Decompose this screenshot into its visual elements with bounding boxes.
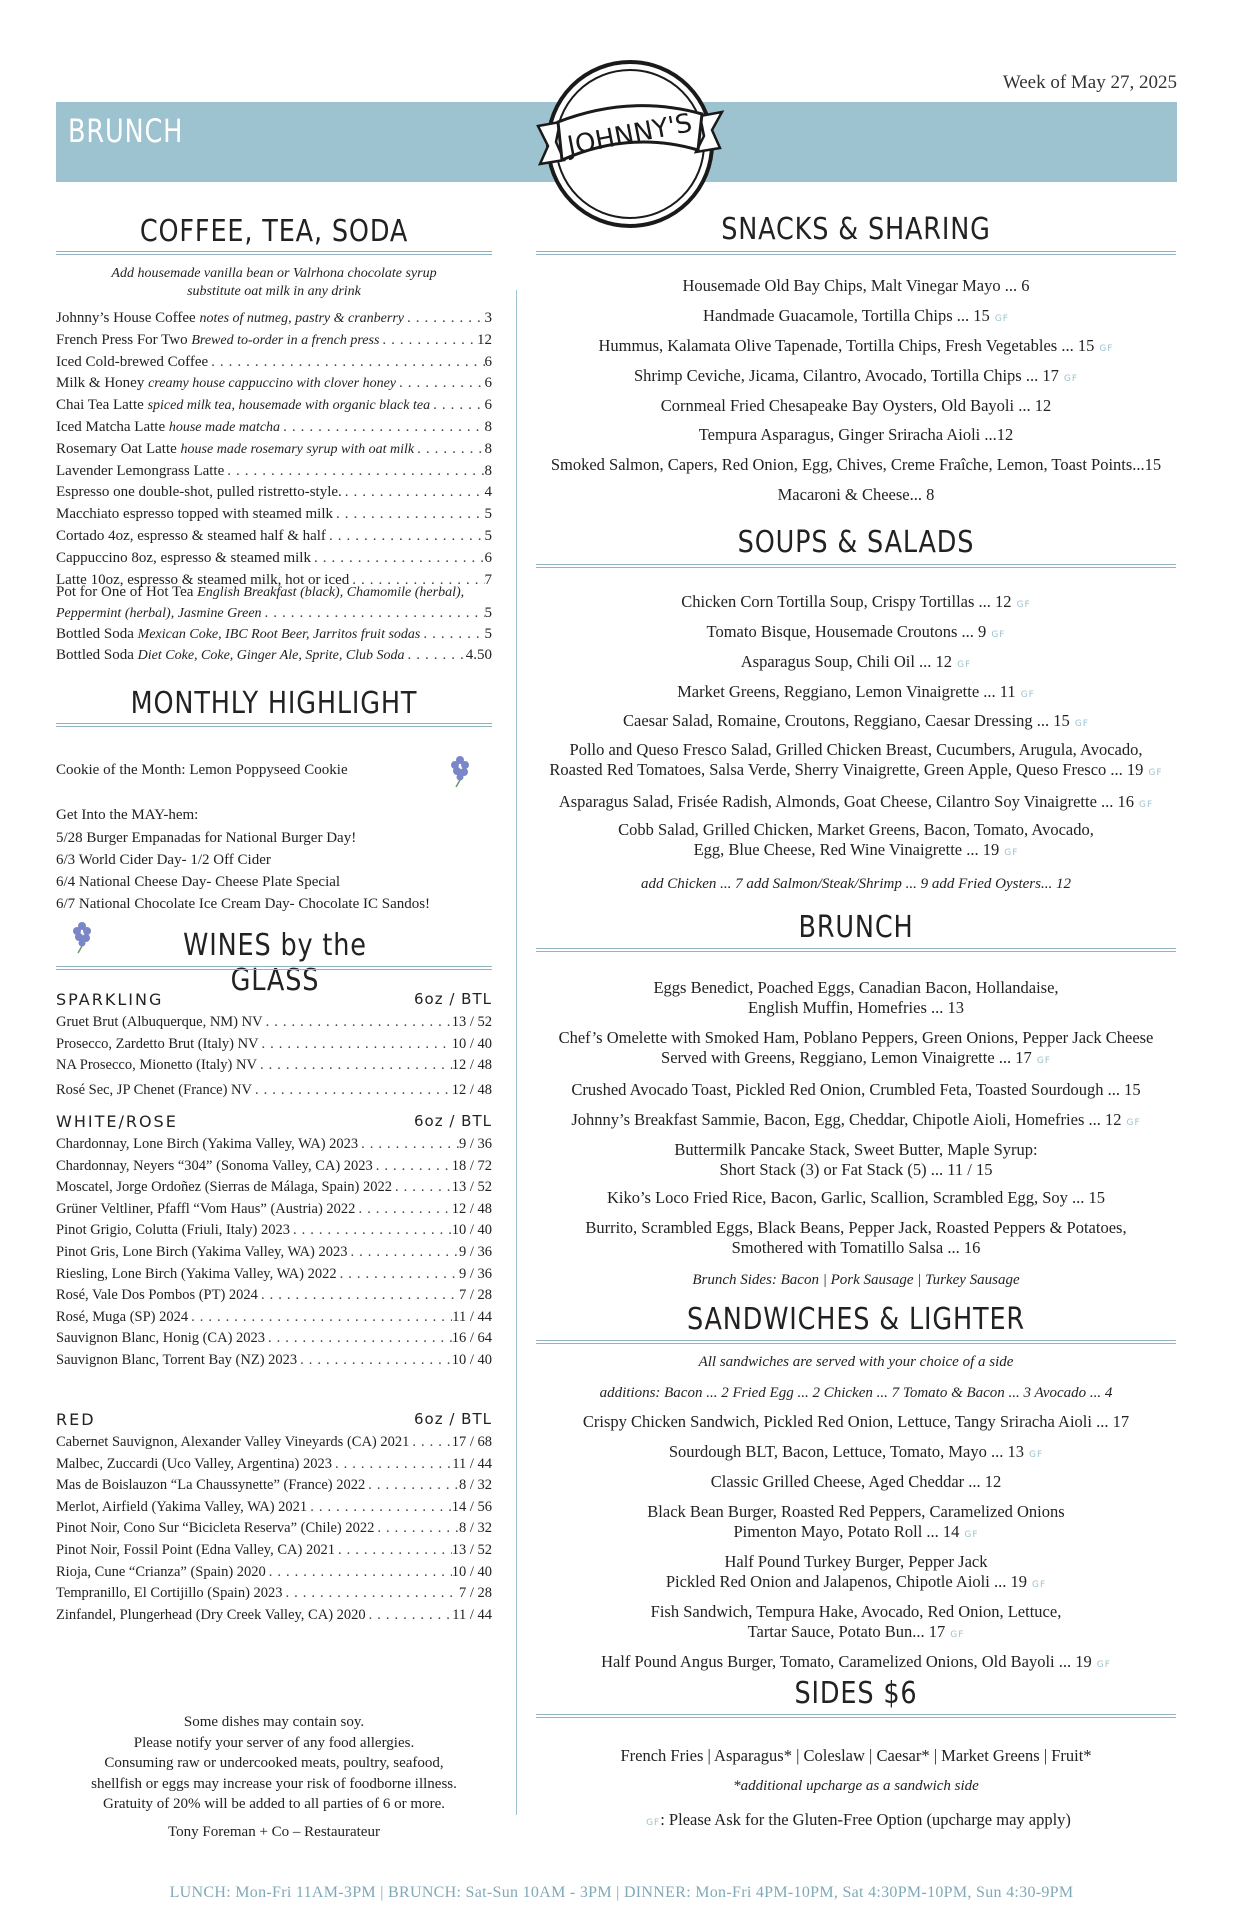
dot-leader [342, 482, 485, 503]
dot-leader [259, 1034, 452, 1054]
drink-price: 3 [484, 310, 492, 326]
coffee-note-syrup: Add housemade vanilla bean or Valrhona chocolate syrup [111, 266, 437, 281]
drink-price: 4 [484, 484, 492, 501]
menu-item: Sourdough BLT, Bacon, Lettuce, Tomato, Mayo ... 13 GF [668, 1442, 1044, 1461]
dot-leader [337, 1264, 459, 1284]
menu-item: Asparagus Salad, Frisée Radish, Almonds, Goat Cheese, Cilantro Soy Vinaigrette ... 16 GF [558, 792, 1154, 811]
gluten-free-tag: GF [1148, 768, 1163, 778]
dot-leader [290, 1220, 452, 1240]
menu-item: Tempura Asparagus, Ginger Sriracha Aioli ...12 [698, 425, 1014, 444]
wine-item [56, 1199, 492, 1219]
drink-item [56, 417, 492, 438]
dot-leader [379, 330, 477, 351]
sandwich-additions: additions: Bacon ... 2 Fried Egg ... 2 Chicken ... 7 Tomato & Bacon ... 3 Avocado ... 4 [599, 1385, 1113, 1401]
wine-item [56, 1264, 492, 1284]
drink-name: Milk & Honey creamy house cappuccino with clover honey [56, 375, 396, 392]
event-item: 5/28 Burger Empanadas for National Burger Day! [56, 830, 357, 846]
wine-name: Pinot Gris, Lone Birch (Yakima Valley, WA) 2023 [56, 1244, 348, 1260]
drink-price: 8 [484, 419, 492, 435]
drink-item: Peppermint (herbal), Jasmine Green ..... 5 [56, 603, 492, 624]
drink-price: 6 [484, 549, 492, 566]
wine-name: Mas de Boislauzon “La Chaussynette” (France) 2022 [56, 1477, 366, 1494]
brunch-sides: Brunch Sides: Bacon | Pork Sausage | Turkey Sausage [692, 1272, 1020, 1288]
sides-upcharge-note: *additional upcharge as a sandwich side [733, 1778, 979, 1794]
drink-price: 6 [484, 375, 492, 392]
menu-item-line: Black Bean Burger, Roasted Red Peppers, Caramelized Onions [647, 1502, 1065, 1521]
wine-category-sparkling: SPARKLING 6oz / BTL [56, 990, 492, 1009]
wine-item [56, 1134, 492, 1154]
dot-leader [283, 1583, 459, 1603]
gluten-free-tag: GF [1004, 848, 1019, 858]
drink-price: 6 [484, 353, 492, 370]
menu-item-line: Burrito, Scrambled Eggs, Black Beans, Pepper Jack, Roasted Peppers & Potatoes, [585, 1218, 1127, 1237]
wine-name: Cabernet Sauvignon, Alexander Valley Vineyards (CA) 2021 [56, 1434, 410, 1450]
menu-item-line: Buttermilk Pancake Stack, Sweet Butter, Maple Syrup: [674, 1140, 1038, 1159]
drink-price: 12 [477, 331, 492, 348]
wine-name: Malbec, Zuccardi (Uco Valley, Argentina) 2023 [56, 1455, 332, 1472]
gluten-free-tag: GF [1139, 800, 1154, 810]
gluten-free-tag: GF [1016, 600, 1031, 610]
wine-name: Riesling, Lone Birch (Yakima Valley, WA) 2022 [56, 1265, 337, 1282]
wine-name: Rosé, Muga (SP) 2024 [56, 1308, 189, 1325]
wine-name: Chardonnay, Neyers “304” (Sonoma Valley, CA) 2023 [56, 1157, 373, 1174]
drink-item [56, 330, 492, 351]
drink-price: 6 [484, 397, 492, 414]
drink-item [56, 352, 492, 373]
dot-leader [263, 1012, 452, 1032]
menu-item: Johnny’s Breakfast Sammie, Bacon, Egg, Cheddar, Chipotle Aioli, Homefries ... 12 GF [571, 1110, 1141, 1129]
snacks-section-title: SNACKS & SHARING [721, 212, 991, 247]
drink-item [56, 395, 492, 416]
menu-item: Macaroni & Cheese... 8 [777, 485, 935, 504]
wine-item [56, 1454, 492, 1474]
drink-name: Rosemary Oat Latte house made rosemary syrup with oat milk [56, 440, 415, 457]
menu-item: Market Greens, Reggiano, Lemon Vinaigrette ... 11 GF [677, 682, 1035, 701]
allergy-note-line: Gratuity of 20% will be added to all parties of 6 or more. [103, 1796, 445, 1812]
menu-item: Classic Grilled Cheese, Aged Cheddar ... 12 [710, 1472, 1002, 1491]
wine-name: Chardonnay, Lone Birch (Yakima Valley, WA) 2023 [56, 1136, 359, 1152]
wine-item [56, 1432, 492, 1452]
drink-item: Pot for One of Hot Tea English Breakfast (black), Chamomile (herbal), [56, 584, 465, 600]
johnnys-logo [530, 56, 730, 231]
soups-section-title: SOUPS & SALADS [737, 525, 975, 560]
event-item: 6/4 National Cheese Day- Cheese Plate Special [56, 874, 341, 890]
wine-price: 12 / 48 [451, 1200, 492, 1217]
coffee-note-oatmilk: substitute oat milk in any drink [187, 284, 361, 299]
menu-item: Hummus, Kalamata Olive Tapenade, Tortilla Chips, Fresh Vegetables ... 15 GF [598, 336, 1114, 355]
menu-item: Crispy Chicken Sandwich, Pickled Red Onion, Lettuce, Tangy Sriracha Aioli ... 17 [582, 1412, 1130, 1431]
section-rule [536, 251, 1176, 255]
wine-item [56, 1540, 492, 1560]
wine-name: Rioja, Cune “Crianza” (Spain) 2020 [56, 1563, 266, 1580]
drink-price: 5 [484, 528, 492, 544]
menu-item: Kiko’s Loco Fried Rice, Bacon, Garlic, Scallion, Scrambled Egg, Soy ... 15 [606, 1188, 1106, 1207]
wine-name: Pinot Grigio, Colutta (Friuli, Italy) 2023 [56, 1222, 291, 1239]
section-rule [56, 966, 492, 970]
wine-price: 13 / 52 [451, 1542, 492, 1558]
drink-name: Iced Cold-brewed Coffee [56, 353, 209, 370]
drink-name: Chai Tea Latte spiced milk tea, housemade with organic black tea [56, 397, 431, 414]
dot-leader [266, 1562, 452, 1582]
dot-leader [374, 1518, 459, 1538]
gluten-free-tag: GF [991, 630, 1006, 640]
wine-price: 7 / 28 [458, 1585, 492, 1602]
dot-leader [414, 439, 484, 460]
gluten-free-tag: GF [1020, 690, 1035, 700]
wine-category-white: WHITE/ROSE 6oz / BTL [56, 1112, 492, 1131]
wine-name: Moscatel, Jorge Ordoñez (Sierras de Málaga, Spain) 2022 [56, 1179, 392, 1196]
section-rule [536, 948, 1176, 952]
drink-item [56, 461, 492, 482]
drink-item: Bottled Soda Diet Coke, Coke, Ginger Ale, Sprite, Club Soda ..... 4.50 [56, 645, 492, 666]
wine-price: 10 / 40 [451, 1035, 492, 1052]
wine-name: Tempranillo, El Cortijillo (Spain) 2023 [56, 1585, 283, 1602]
dot-leader [365, 1475, 459, 1495]
column-divider [516, 290, 517, 1815]
lavender-flower-icon [64, 918, 100, 954]
gluten-free-tag: GF [964, 1530, 979, 1540]
wine-price: 7 / 28 [458, 1287, 492, 1304]
monthly-section-title: MONTHLY HIGHLIGHT [130, 686, 418, 721]
menu-item-line: Pickled Red Onion and Jalapenos, Chipotle Aioli ... 19 GF [665, 1572, 1047, 1591]
wine-item [56, 1475, 492, 1495]
dot-leader [358, 1134, 459, 1154]
menu-item: Smoked Salmon, Capers, Red Onion, Egg, Chives, Creme Fraîche, Lemon, Toast Points...15 [550, 455, 1162, 474]
drink-name: Macchiato espresso topped with steamed milk [56, 506, 334, 523]
drink-item [56, 548, 492, 569]
menu-item: Half Pound Angus Burger, Tomato, Caramelized Onions, Old Bayoli ... 19 GF [601, 1652, 1111, 1671]
wine-name: Rosé, Vale Dos Pombos (PT) 2024 [56, 1287, 258, 1304]
gluten-free-tag: GF [1099, 344, 1114, 354]
wine-price: 10 / 40 [451, 1352, 492, 1368]
wine-price: 12 / 48 [451, 1081, 492, 1098]
drink-name: Latte 10oz, espresso & steamed milk, hot or iced [56, 571, 350, 588]
menu-item: Handmade Guacamole, Tortilla Chips ... 15 GF [703, 306, 1009, 325]
dot-leader [347, 1242, 459, 1262]
wine-price: 13 / 52 [451, 1014, 492, 1030]
menu-item-line: Fish Sandwich, Tempura Hake, Avocado, Red Onion, Lettuce, [650, 1602, 1062, 1621]
dot-leader [208, 352, 484, 373]
sides-list: French Fries | Asparagus* | Coleslaw | Caesar* | Market Greens | Fruit* [620, 1746, 1092, 1765]
drink-name: Espresso one double-shot, pulled ristretto-style. [56, 484, 342, 501]
dot-leader [396, 373, 485, 394]
gluten-free-tag: GF [1036, 1056, 1051, 1066]
drink-item [56, 439, 492, 460]
event-item: 6/3 World Cider Day- 1/2 Off Cider [56, 852, 271, 868]
wine-item [56, 1307, 492, 1327]
dot-leader [224, 461, 484, 482]
page-title: BRUNCH [68, 112, 184, 150]
menu-item: Cornmeal Fried Chesapeake Bay Oysters, Old Bayoli ... 12 [660, 396, 1052, 415]
wine-price: 10 / 40 [451, 1563, 492, 1580]
drink-item: Bottled Soda Mexican Coke, IBC Root Beer, Jarritos fruit sodas ..... 5 [56, 624, 492, 645]
wine-name: Gruet Brut (Albuquerque, NM) NV [56, 1014, 263, 1030]
coffee-section-title: COFFEE, TEA, SODA [139, 214, 409, 249]
menu-item: Tomato Bisque, Housemade Croutons ... 9 GF [706, 622, 1006, 641]
wine-name: Zinfandel, Plungerhead (Dry Creek Valley, CA) 2020 [56, 1606, 366, 1623]
gluten-free-tag: GF [957, 660, 972, 670]
wine-price: 12 / 48 [451, 1057, 492, 1074]
menu-item: Asparagus Soup, Chili Oil ... 12 GF [740, 652, 972, 671]
event-item: 6/7 National Chocolate Ice Cream Day- Chocolate IC Sandos! [56, 896, 431, 912]
wine-item [56, 1350, 492, 1370]
allergy-note-line: Consuming raw or undercooked meats, poultry, seafood, [104, 1755, 444, 1771]
restaurateur: Tony Foreman + Co – Restaurateur [168, 1824, 380, 1840]
wine-name: Prosecco, Zardetto Brut (Italy) NV [56, 1035, 259, 1052]
wine-price: 9 / 36 [458, 1265, 492, 1282]
wine-item [56, 1055, 492, 1075]
wine-item [56, 1034, 492, 1054]
wine-price: 8 / 32 [458, 1520, 492, 1537]
wine-name: Rosé Sec, JP Chenet (France) NV [56, 1081, 252, 1098]
wine-item [56, 1518, 492, 1538]
wine-item [56, 1080, 492, 1100]
dot-leader [335, 1540, 452, 1560]
soup-salad-addons: add Chicken ... 7 add Salmon/Steak/Shrimp ... 9 add Fried Oysters... 12 [641, 876, 1071, 892]
wine-item [56, 1012, 492, 1032]
menu-item-line: Eggs Benedict, Poached Eggs, Canadian Bacon, Hollandaise, [653, 978, 1059, 997]
drink-price: 7 [484, 571, 492, 588]
wine-price: 8 / 32 [458, 1477, 492, 1494]
week-date: Week of May 27, 2025 [1002, 72, 1177, 93]
wine-price: 11 / 44 [452, 1455, 492, 1472]
wine-item [56, 1156, 492, 1176]
wine-price: 10 / 40 [451, 1222, 492, 1239]
gluten-free-tag: GF [950, 1630, 965, 1640]
wine-name: Sauvignon Blanc, Torrent Bay (NZ) 2023 [56, 1352, 298, 1368]
logo-text: JOHNNY'S [565, 108, 695, 162]
wine-name: Grüner Veltliner, Pfaffl “Vom Haus” (Austria) 2022 [56, 1200, 356, 1217]
wine-name: NA Prosecco, Mionetto (Italy) NV [56, 1057, 257, 1074]
wine-item [56, 1605, 492, 1625]
menu-item-line: Pimenton Mayo, Potato Roll ... 14 GF [733, 1522, 979, 1541]
wine-price: 9 / 36 [458, 1136, 492, 1152]
menu-item: Crushed Avocado Toast, Pickled Red Onion, Crumbled Feta, Toasted Sourdough ... 15 [571, 1080, 1141, 1099]
menu-item-line: Roasted Red Tomatoes, Salsa Verde, Sherry Vinaigrette, Green Apple, Queso Fresco ... 19 GF [549, 760, 1163, 779]
dot-leader [373, 1156, 452, 1176]
menu-item: Chicken Corn Tortilla Soup, Crispy Tortillas ... 12 GF [681, 592, 1031, 611]
dot-leader [258, 1285, 459, 1305]
drink-item [56, 482, 492, 503]
dot-leader [409, 1432, 451, 1452]
dot-leader [430, 395, 484, 416]
wine-price: 18 / 72 [451, 1157, 492, 1174]
gluten-free-tag: GF [1028, 1450, 1044, 1460]
dot-leader [280, 417, 484, 438]
menu-item-line: Chef’s Omelette with Smoked Ham, Poblano Peppers, Green Onions, Pepper Jack Cheese [558, 1028, 1154, 1047]
dot-leader [404, 308, 485, 329]
menu-item-line: Half Pound Turkey Burger, Pepper Jack [724, 1552, 988, 1571]
wine-name: Sauvignon Blanc, Honig (CA) 2023 [56, 1330, 266, 1347]
wine-category-red: RED 6oz / BTL [56, 1410, 492, 1429]
wine-item [56, 1242, 492, 1262]
drink-item [56, 504, 492, 525]
lavender-flower-icon [442, 752, 478, 788]
drink-price: 8 [484, 462, 492, 479]
hours-footer: LUNCH: Mon-Fri 11AM-3PM | BRUNCH: Sat-Sun 10AM - 3PM | DINNER: Mon-Fri 4PM-10PM, Sat 4:30PM-10PM, Sun 4:30-9PM [169, 1884, 1074, 1901]
section-rule [56, 723, 492, 727]
gluten-free-tag: GF [994, 314, 1009, 324]
dot-leader [311, 548, 485, 569]
menu-item-line: Egg, Blue Cheese, Red Wine Vinaigrette ... 19 GF [693, 840, 1019, 859]
gluten-free-tag: GF [1074, 719, 1089, 729]
dot-leader [188, 1307, 452, 1327]
dot-leader [307, 1497, 452, 1517]
wine-item [56, 1220, 492, 1240]
wine-item [56, 1497, 492, 1517]
dot-leader [257, 1055, 452, 1075]
wine-item [56, 1177, 492, 1197]
wine-name: Merlot, Airfield (Yakima Valley, WA) 2021 [56, 1498, 308, 1515]
mayhem-intro: Get Into the MAY-hem: [56, 807, 199, 823]
dot-leader [333, 504, 484, 525]
drink-name: Cappuccino 8oz, espresso & steamed milk [56, 549, 311, 566]
menu-item-line: Pollo and Queso Fresco Salad, Grilled Chicken Breast, Cucumbers, Arugula, Avocado, [569, 740, 1143, 759]
drink-item [56, 308, 492, 329]
brunch-section-title: BRUNCH [798, 910, 914, 945]
drink-name: Lavender Lemongrass Latte [56, 462, 225, 479]
drink-name: Johnny’s House Coffee notes of nutmeg, pastry & cranberry [56, 310, 404, 326]
wine-price: 16 / 64 [451, 1330, 492, 1347]
section-rule [536, 1340, 1176, 1344]
wine-price: 14 / 56 [451, 1498, 492, 1515]
allergy-note-line: shellfish or eggs may increase your risk of foodborne illness. [91, 1775, 457, 1792]
wine-name: Pinot Noir, Fossil Point (Edna Valley, CA) 2021 [56, 1542, 335, 1558]
cookie-of-month: Cookie of the Month: Lemon Poppyseed Cookie [56, 762, 348, 778]
menu-item: Housemade Old Bay Chips, Malt Vinegar Mayo ... 6 [682, 276, 1030, 295]
menu-item-line: English Muffin, Homefries ... 13 [747, 998, 964, 1017]
sandwich-side-note: All sandwiches are served with your choice of a side [698, 1354, 1014, 1370]
gluten-free-note: GF: Please Ask for the Gluten-Free Option (upcharge may apply) [646, 1810, 1071, 1829]
section-rule [536, 1714, 1176, 1718]
sandwiches-section-title: SANDWICHES & LIGHTER [686, 1302, 1025, 1337]
gluten-free-tag: GF [1096, 1660, 1111, 1670]
drink-name: Iced Matcha Latte house made matcha [56, 419, 281, 435]
dot-leader [326, 526, 485, 547]
wine-item [56, 1562, 492, 1582]
allergy-note-line: Some dishes may contain soy. [183, 1714, 365, 1730]
menu-item-line: Served with Greens, Reggiano, Lemon Vinaigrette ... 17 GF [661, 1048, 1051, 1067]
section-rule [536, 564, 1176, 568]
drink-price: 8 [484, 440, 492, 457]
section-rule [56, 251, 492, 255]
wine-price: 9 / 36 [458, 1244, 492, 1260]
wine-name: Pinot Noir, Cono Sur “Bicicleta Reserva” (Chile) 2022 [56, 1520, 375, 1537]
dot-leader [265, 1328, 452, 1348]
dot-leader [392, 1177, 452, 1197]
drink-price: 5 [484, 506, 492, 523]
wine-price: 11 / 44 [452, 1308, 492, 1325]
allergy-note-line: Please notify your server of any food allergies. [133, 1734, 415, 1751]
menu-item-line: Short Stack (3) or Fat Stack (5) ... 11 / 15 [719, 1160, 993, 1179]
wine-price: 17 / 68 [451, 1434, 492, 1450]
drink-item [56, 526, 492, 547]
wine-item [56, 1285, 492, 1305]
drink-name: Cortado 4oz, espresso & steamed half & half [56, 528, 326, 544]
wine-item [56, 1583, 492, 1603]
drink-name: French Press For Two Brewed to-order in a french press [56, 331, 380, 348]
gluten-free-tag: GF [1063, 374, 1079, 384]
menu-item-line: Smothered with Tomatillo Salsa ... 16 [731, 1238, 981, 1257]
wine-price: 13 / 52 [451, 1179, 492, 1196]
wine-item [56, 1328, 492, 1348]
menu-item-line: Tartar Sauce, Potato Bun... 17 GF [747, 1622, 965, 1641]
sides-section-title: SIDES $6 [794, 1676, 918, 1711]
drink-item [56, 373, 492, 394]
menu-item-line: Cobb Salad, Grilled Chicken, Market Greens, Bacon, Tomato, Avocado, [618, 820, 1094, 839]
gluten-free-tag: GF [1031, 1580, 1047, 1590]
menu-item: Caesar Salad, Romaine, Croutons, Reggiano, Caesar Dressing ... 15 GF [623, 711, 1089, 730]
dot-leader [297, 1350, 452, 1370]
wine-price: 11 / 44 [452, 1606, 492, 1623]
gluten-free-tag: GF [1126, 1118, 1141, 1128]
wines-section-title: WINES by the GLASS [183, 928, 367, 998]
dot-leader [252, 1080, 452, 1100]
dot-leader [355, 1199, 451, 1219]
dot-leader [332, 1454, 452, 1474]
dot-leader [366, 1605, 453, 1625]
menu-item: Shrimp Ceviche, Jicama, Cilantro, Avocado, Tortilla Chips ... 17 GF [633, 366, 1079, 385]
